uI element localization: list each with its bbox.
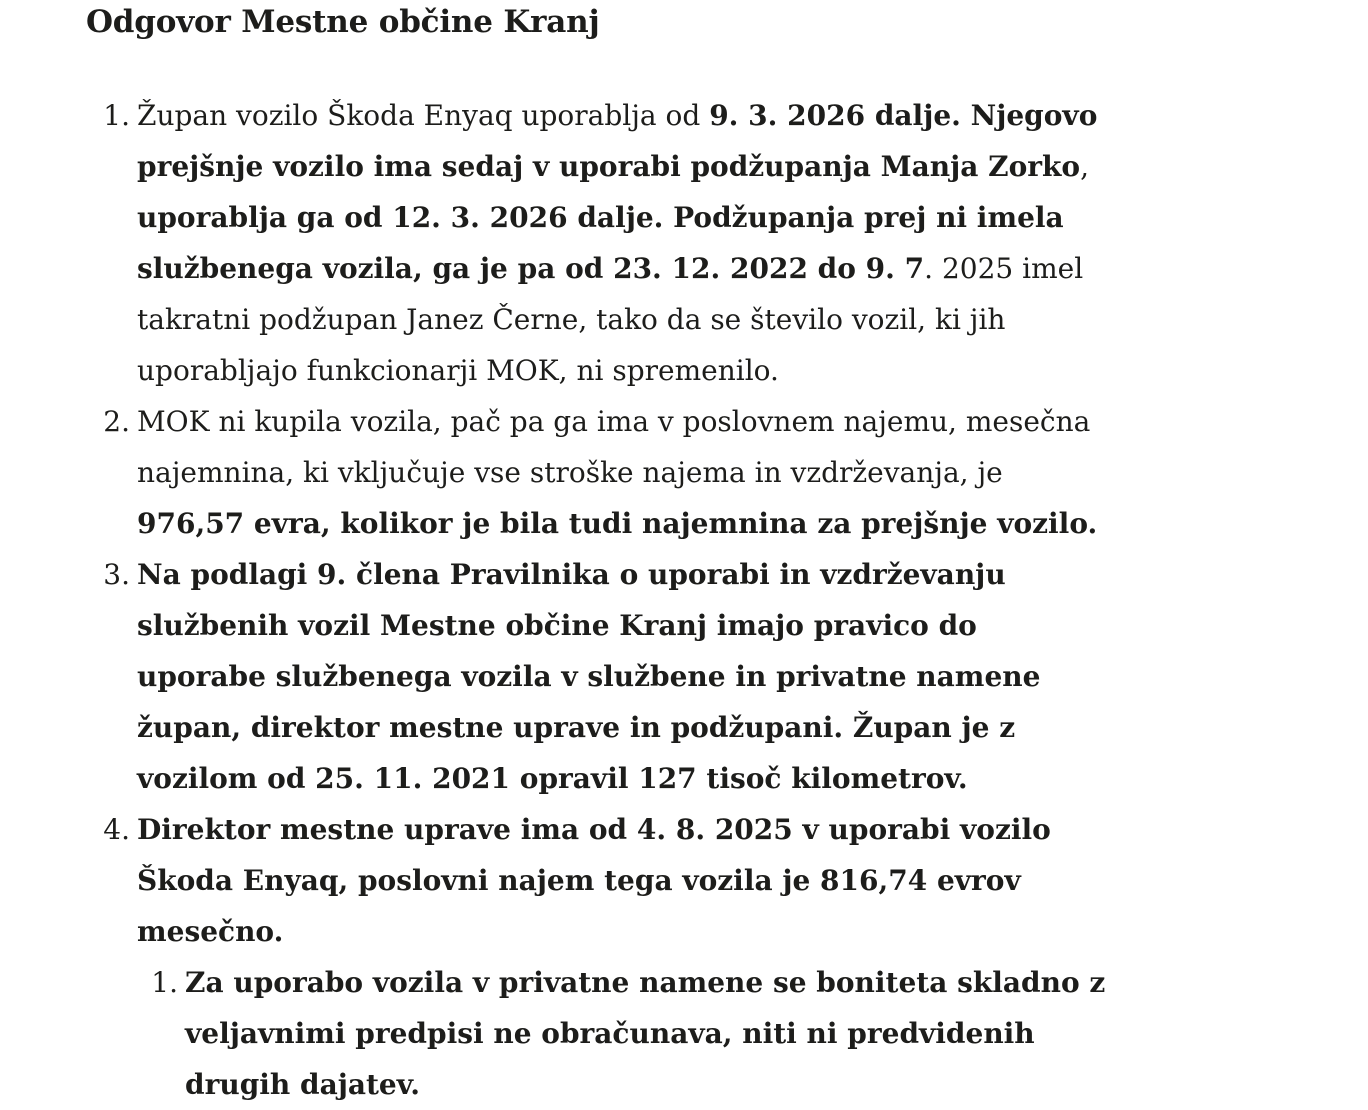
sub-list-item: [137, 957, 1107, 1110]
text-segment: 9. 3. 2026 dalje. Njegovo prejšnje vozilo ima sedaj v uporabi podžupanja Manja Zorko: [137, 99, 1098, 183]
list-item: [86, 549, 1107, 804]
text-segment: Župan vozilo Škoda Enyaq uporablja od: [137, 99, 710, 132]
page-title: Odgovor Mestne občine Kranj: [86, 4, 600, 40]
text-segment: 976,57 evra, kolikor je bila tudi najemnina za prejšnje vozilo.: [137, 507, 1098, 540]
list-item-text: [137, 804, 1107, 1110]
text-segment: Za uporabo vozila v privatne namene se boniteta skladno z veljavnimi predpisi ne obračunava, niti ni predvidenih drugih dajatev.: [185, 966, 1106, 1101]
list-item: [86, 90, 1107, 396]
sub-list: [137, 957, 1107, 1110]
text-segment: ,: [1080, 150, 1090, 183]
text-segment: Direktor mestne uprave ima od 4. 8. 2025 v uporabi vozilo Škoda Enyaq, poslovni najem tega vozila je 816,74 evrov mesečno.: [137, 813, 1051, 948]
list-item-text: [137, 90, 1107, 396]
text-segment: uporablja ga od 12. 3. 2026 dalje. Podžupanja prej ni imela službenega vozila, ga je pa od 23. 12. 2022 do 9. 7: [137, 201, 1064, 285]
list-item-text: [137, 396, 1107, 549]
list-item-number: 1.: [151, 966, 178, 999]
list-item-number: 2.: [103, 405, 130, 438]
text-segment: MOK ni kupila vozila, pač pa ga ima v poslovnem najemu, mesečna najemnina, ki vključuje vse stroške najema in vzdrževanja, je: [137, 405, 1091, 489]
list-item: [86, 396, 1107, 549]
text-segment: Na podlagi 9. člena Pravilnika o uporabi in vzdrževanju službenih vozil Mestne občine Kranj imajo pravico do uporabe službenega vozila v službene in privatne namene župan, direktor mestne uprave in podžupani. Župan je z vozilom od 25. 11. 2021 opravil 127 tisoč kilometrov.: [137, 558, 1041, 795]
list-item-text: [137, 549, 1107, 804]
list-item-number: 4.: [103, 813, 130, 846]
answers-list: [86, 90, 1107, 1110]
text-segment: . 2025 imel takratni podžupan Janez Černe, tako da se število vozil, ki jih uporabljajo funkcionarji MOK, ni spremenilo.: [137, 252, 1084, 387]
list-item-number: 3.: [103, 558, 130, 591]
list-item: [86, 804, 1107, 1110]
list-item-number: 1.: [103, 99, 130, 132]
list-item-text: [185, 957, 1107, 1110]
